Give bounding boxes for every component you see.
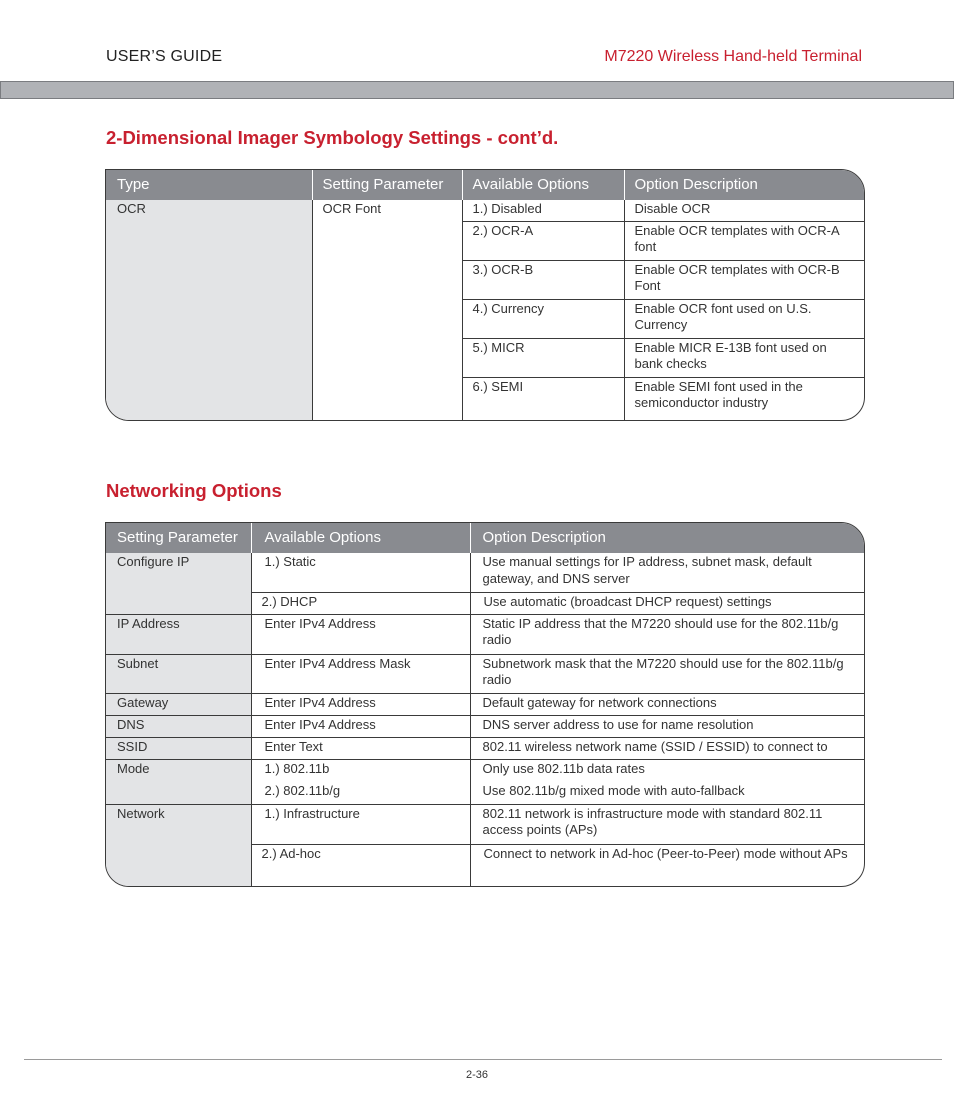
description-cell: Subnetwork mask that the M7220 should use for the 802.11b/g radio [470,654,864,693]
table-row [106,654,864,693]
description-cell: Disable OCR [624,200,864,221]
parameter-cell: Configure IP [106,553,251,614]
option-cell: Enter IPv4 Address Mask [251,654,470,693]
parameter-cell: Subnet [106,654,251,693]
option-line: 1.) 802.11b [264,760,330,776]
description-cell: Connect to network in Ad-hoc (Peer-to-Peer) mode without APs [470,844,864,886]
column-header-option-description: Option Description [470,523,864,553]
option-line: 2.) 802.11b/g [264,783,341,798]
column-header-option-description: Option Description [624,170,864,200]
type-cell: OCR [106,200,312,420]
column-header-type: Type [106,170,312,200]
option-cell: Enter IPv4 Address [251,614,470,654]
description-line: Only use 802.11b data rates [482,760,645,776]
option-cell: 1.) Infrastructure [251,804,470,844]
column-header-setting-parameter: Setting Parameter [312,170,462,200]
option-cell: 6.) SEMI [462,377,624,420]
option-cell: 1.) Disabled [462,200,624,221]
option-cell: 1.) Static [251,553,470,592]
parameter-cell: DNS [106,715,251,737]
description-cell: 802.11 network is infrastructure mode with standard 802.11 access points (APs) [470,804,864,844]
description-cell: Static IP address that the M7220 should use for the 802.11b/g radio [470,614,864,654]
parameter-cell: Network [106,804,251,886]
parameter-cell: IP Address [106,614,251,654]
option-cell: 2.) Ad-hoc [251,844,470,886]
section-title-imager: 2-Dimensional Imager Symbology Settings - cont’d. [106,127,559,148]
description-line: Use 802.11b/g mixed mode with auto-fallback [482,783,745,798]
guide-label: USER’S GUIDE [106,48,223,65]
option-cell: 2.) DHCP [251,592,470,614]
table-row [106,759,864,804]
footer-divider [24,1059,942,1060]
description-cell: Use automatic (broadcast DHCP request) settings [470,592,864,614]
option-cell: 5.) MICR [462,338,624,377]
table-row [106,804,864,844]
column-header-setting-parameter: Setting Parameter [106,523,251,553]
parameter-cell: OCR Font [312,200,462,420]
description-cell: Enable OCR templates with OCR-A font [624,221,864,260]
option-cell: Enter IPv4 Address [251,715,470,737]
section-title-networking: Networking Options [106,480,282,501]
option-cell: 4.) Currency [462,299,624,338]
imager-settings-table [105,169,865,421]
table-row [106,737,864,759]
networking-options-table [105,522,865,887]
option-cell: Enter Text [251,737,470,759]
page-number: 2-36 [465,1069,489,1081]
description-cell: Enable MICR E-13B font used on bank checks [624,338,864,377]
description-cell: Default gateway for network connections [470,693,864,715]
column-header-available-options: Available Options [462,170,624,200]
header-divider-bar [0,81,954,99]
table-row [106,715,864,737]
description-cell [470,759,864,804]
parameter-cell: Mode [106,759,251,804]
description-cell: 802.11 wireless network name (SSID / ESSID) to connect to [470,737,864,759]
table-row [106,200,864,221]
parameter-cell: Gateway [106,693,251,715]
description-cell: Use manual settings for IP address, subnet mask, default gateway, and DNS server [470,553,864,592]
description-cell: DNS server address to use for name resolution [470,715,864,737]
table-row [106,614,864,654]
option-cell: Enter IPv4 Address [251,693,470,715]
description-cell: Enable SEMI font used in the semiconductor industry [624,377,864,420]
description-cell: Enable OCR templates with OCR-B Font [624,260,864,299]
table-row [106,693,864,715]
product-title: M7220 Wireless Hand-held Terminal [604,48,862,65]
option-cell: 3.) OCR-B [462,260,624,299]
description-cell: Enable OCR font used on U.S. Currency [624,299,864,338]
column-header-available-options: Available Options [251,523,470,553]
table-row [106,553,864,592]
parameter-cell: SSID [106,737,251,759]
option-cell: 2.) OCR-A [462,221,624,260]
option-cell [251,759,470,804]
